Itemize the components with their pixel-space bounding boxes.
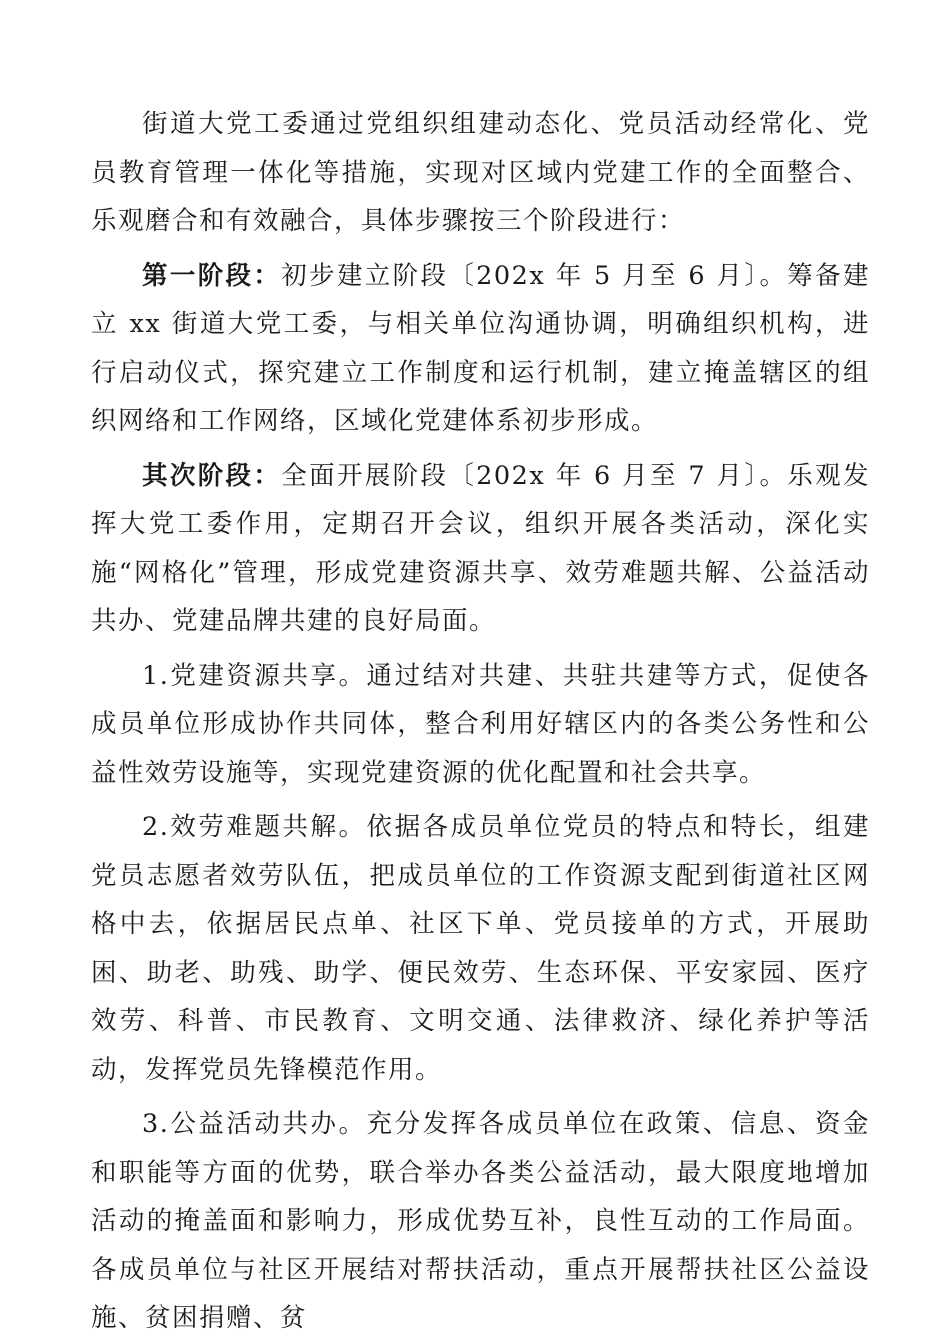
paragraph-text: 2.效劳难题共解。依据各成员单位党员的特点和特长，组建党员志愿者效劳队伍，把成员单位的工作资源支配到街道社区网格中去，依据居民点单、社区下单、党员接单的方式，开展助困、助老、助残、助学、便民效劳、生态环保、平安家园、医疗效劳、科普、市民教育、文明交通、法律救济、绿化养护等活动，发挥党员先锋模范作用。 bbox=[91, 812, 870, 1085]
paragraph-item-1 bbox=[91, 652, 870, 798]
paragraph-text: 初步建立阶段〔202x 年 5 月至 6 月〕。筹备建立 xx 街道大党工委，与相关单位沟通协调，明确组织机构，进行启动仪式，探究建立工作制度和运行机制，建立掩盖辖区的组织网络和工作网络，区域化党建体系初步形成。 bbox=[91, 260, 870, 436]
paragraph-item-3 bbox=[91, 1100, 870, 1343]
paragraph-intro bbox=[91, 100, 870, 246]
paragraph-text: 街道大党工委通过党组织组建动态化、党员活动经常化、党员教育管理一体化等措施，实现对区域内党建工作的全面整合、乐观磨合和有效融合，具体步骤按三个阶段进行： bbox=[91, 109, 870, 236]
paragraph-lead: 其次阶段： bbox=[142, 460, 282, 491]
paragraph-lead: 第一阶段： bbox=[142, 260, 282, 291]
paragraph-stage-2 bbox=[91, 452, 870, 646]
paragraph-item-2 bbox=[91, 803, 870, 1094]
paragraph-text: 全面开展阶段〔202x 年 6 月至 7 月〕。乐观发挥大党工委作用，定期召开会议，组织开展各类活动，深化实施“网格化”管理，形成党建资源共享、效劳难题共解、公益活动共办、党建品牌共建的良好局面。 bbox=[91, 460, 870, 636]
paragraph-stage-1 bbox=[91, 252, 870, 446]
paragraph-text: 1.党建资源共享。通过结对共建、共驻共建等方式，促使各成员单位形成协作共同体，整合利用好辖区内的各类公务性和公益性效劳设施等，实现党建资源的优化配置和社会共享。 bbox=[91, 660, 870, 788]
paragraph-text: 3.公益活动共办。充分发挥各成员单位在政策、信息、资金和职能等方面的优势，联合举办各类公益活动，最大限度地增加活动的掩盖面和影响力，形成优势互补，良性互动的工作局面。各成员单位与社区开展结对帮扶活动，重点开展帮扶社区公益设施、贫困捐赠、贫 bbox=[91, 1109, 870, 1333]
